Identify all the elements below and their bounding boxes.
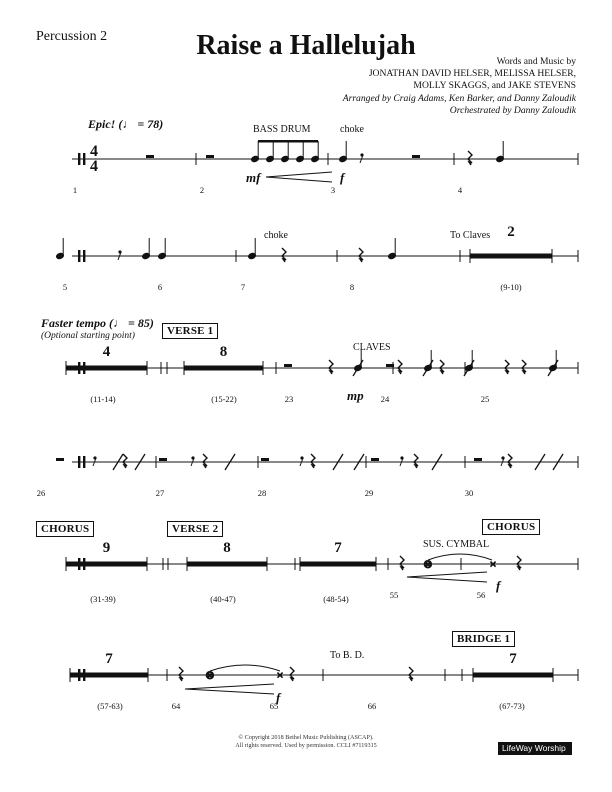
measure-number: 4 xyxy=(457,185,463,195)
quarter-rest xyxy=(517,556,521,570)
copyright-line: All rights reserved. Used by permission. CCLI #7119315 xyxy=(235,742,377,749)
notehead xyxy=(248,252,257,259)
credit-line: Orchestrated by Danny Zaloudik xyxy=(449,104,576,116)
dynamic-f: f xyxy=(340,170,345,185)
multimeasure-rest xyxy=(187,562,267,567)
measure-number: 55 xyxy=(389,590,399,600)
rest xyxy=(284,364,292,367)
multimeasure-rest xyxy=(470,254,552,259)
choke-label: choke xyxy=(340,124,364,135)
quarter-rest xyxy=(311,454,315,468)
percussion-clef xyxy=(83,153,85,165)
multirest-count: 7 xyxy=(509,651,517,667)
measure-number: (40-47) xyxy=(210,594,236,604)
quarter-rest xyxy=(203,454,207,468)
notehead xyxy=(281,155,290,162)
notehead xyxy=(251,155,260,162)
notehead xyxy=(354,364,363,371)
time-signature-bottom: 4 xyxy=(90,158,98,175)
credit-line: Words and Music by xyxy=(496,56,576,67)
rest xyxy=(386,364,394,367)
measure-number: 28 xyxy=(257,488,267,498)
notehead xyxy=(158,252,167,259)
eighth-rest xyxy=(93,456,96,459)
measure-number: 2 xyxy=(199,185,205,195)
quarter-rest xyxy=(282,248,286,262)
measure-number: 24 xyxy=(380,394,390,404)
quarter-rest xyxy=(398,360,402,374)
instrument-change-label: To Claves xyxy=(450,230,491,241)
tempo-value: 78 xyxy=(147,117,160,131)
multirest-count: 8 xyxy=(219,344,228,360)
measure-number: 6 xyxy=(157,282,163,292)
notehead xyxy=(424,364,433,371)
multimeasure-rest xyxy=(70,673,148,678)
rest xyxy=(412,155,420,158)
tempo-label: Epic! xyxy=(88,117,116,131)
tempo-value: 85 xyxy=(137,316,150,330)
measure-number: 1 xyxy=(72,185,78,195)
multirest-count: 7 xyxy=(334,540,342,556)
choke-label: choke xyxy=(264,230,288,241)
dynamic-mp: mp xyxy=(347,388,364,403)
beam xyxy=(258,140,318,143)
crescendo-hairpin xyxy=(407,572,487,582)
time-signature-top: 4 xyxy=(90,143,98,160)
measure-number: (11-14) xyxy=(90,394,116,404)
notehead xyxy=(549,364,558,371)
rest xyxy=(146,155,154,158)
song-title: Raise a Hallelujah xyxy=(196,30,416,61)
credit-line: MOLLY SKAGGS, and JAKE STEVENS xyxy=(413,80,576,92)
percussion-clef xyxy=(83,456,85,468)
dynamic-f: f xyxy=(496,578,501,593)
x-notehead: ⊗ xyxy=(204,668,216,682)
notehead xyxy=(388,252,397,259)
quarter-rest xyxy=(409,667,413,681)
multirest-count: 7 xyxy=(105,651,113,667)
percussion-clef xyxy=(78,456,80,468)
rest xyxy=(474,458,482,461)
dynamic-mf: mf xyxy=(246,170,261,185)
notehead xyxy=(296,155,305,162)
multirest-count: 9 xyxy=(102,540,111,556)
tempo-marking-1: Epic! (♩ = 78) xyxy=(88,117,164,131)
tie xyxy=(428,554,492,560)
quarter-note-icon: ♩ xyxy=(113,316,125,330)
x-notehead: × xyxy=(276,668,284,682)
notehead xyxy=(496,155,505,162)
quarter-rest xyxy=(329,360,333,374)
tempo-marking-2: Faster tempo (♩ = 85) xyxy=(41,316,154,330)
measure-number: 7 xyxy=(240,282,246,292)
rest xyxy=(371,458,379,461)
quarter-rest xyxy=(505,360,509,374)
publisher-logo: LifeWay Worship xyxy=(498,742,572,755)
quarter-rest xyxy=(400,556,404,570)
measure-number: (31-39) xyxy=(90,594,116,604)
quarter-rest xyxy=(440,360,444,374)
quarter-note-icon: ♩ xyxy=(122,117,135,131)
measure-number: 56 xyxy=(476,590,486,600)
quarter-rest xyxy=(414,454,418,468)
instrument-label: BASS DRUM xyxy=(253,124,311,135)
rehearsal-mark-verse-2: VERSE 2 xyxy=(167,521,223,537)
measure-number: 26 xyxy=(36,488,46,498)
quarter-rest xyxy=(508,454,512,468)
multimeasure-rest xyxy=(66,562,147,567)
instrument-label: CLAVES xyxy=(353,342,391,353)
rest xyxy=(56,458,64,461)
quarter-rest xyxy=(179,667,183,681)
rehearsal-mark-verse-1: VERSE 1 xyxy=(162,323,218,339)
measure-number: 30 xyxy=(464,488,474,498)
percussion-clef xyxy=(78,153,80,165)
quarter-rest xyxy=(468,151,472,165)
instrument-change-label: To B. D. xyxy=(330,650,365,661)
multimeasure-rest xyxy=(300,562,376,567)
rehearsal-mark-chorus: CHORUS xyxy=(36,521,94,537)
measure-number: 27 xyxy=(155,488,165,498)
notehead xyxy=(142,252,151,259)
notehead xyxy=(311,155,320,162)
x-notehead: ⊗ xyxy=(422,557,434,571)
notehead xyxy=(465,364,474,371)
percussion-clef xyxy=(83,250,85,262)
measure-number: 65 xyxy=(269,701,279,711)
notehead xyxy=(56,252,65,259)
notehead xyxy=(339,155,348,162)
quarter-rest xyxy=(290,667,294,681)
tie xyxy=(210,665,280,671)
rehearsal-mark-chorus: CHORUS xyxy=(482,519,540,535)
measure-number: 64 xyxy=(171,701,181,711)
measure-number: (48-54) xyxy=(323,594,349,604)
measure-number: (9-10) xyxy=(500,282,522,292)
measure-number: 66 xyxy=(367,701,377,711)
multimeasure-rest xyxy=(473,673,553,678)
measure-number: 29 xyxy=(364,488,374,498)
crescendo-hairpin xyxy=(266,172,332,182)
eighth-rest xyxy=(191,456,194,459)
percussion-clef xyxy=(78,250,80,262)
measure-number: (67-73) xyxy=(499,701,525,711)
measure-number: (57-63) xyxy=(97,701,123,711)
multirest-count: 2 xyxy=(507,224,515,240)
measure-number: 8 xyxy=(349,282,355,292)
multimeasure-rest xyxy=(184,366,263,371)
instrument-label: SUS. CYMBAL xyxy=(423,539,490,550)
eighth-rest xyxy=(501,456,504,459)
copyright-line: © Copyright 2018 Bethel Music Publishing (ASCAP). xyxy=(238,734,374,741)
eighth-rest xyxy=(360,153,363,156)
measure-number: (15-22) xyxy=(211,394,237,404)
credit-line: JONATHAN DAVID HELSER, MELISSA HELSER, xyxy=(368,68,576,80)
measure-number: 23 xyxy=(284,394,294,404)
rest xyxy=(261,458,269,461)
multimeasure-rest xyxy=(66,366,147,371)
multirest-count: 4 xyxy=(102,344,111,360)
eighth-rest xyxy=(300,456,303,459)
eighth-rest xyxy=(118,250,121,253)
eighth-rest xyxy=(400,456,403,459)
rest xyxy=(206,155,214,158)
quarter-rest xyxy=(359,248,363,262)
quarter-rest xyxy=(123,454,127,468)
measure-number: 3 xyxy=(330,185,336,195)
credit-line: Arranged by Craig Adams, Ken Barker, and Danny Zaloudik xyxy=(342,92,576,104)
part-name: Percussion 2 xyxy=(36,29,108,44)
multirest-count: 8 xyxy=(223,540,231,556)
rest xyxy=(159,458,167,461)
quarter-rest xyxy=(522,360,526,374)
dynamic-f: f xyxy=(276,690,281,705)
tempo-note: (Optional starting point) xyxy=(41,331,135,341)
measure-number: 5 xyxy=(62,282,68,292)
rehearsal-mark-bridge-1: BRIDGE 1 xyxy=(452,631,515,647)
tempo-label: Faster tempo xyxy=(41,316,106,330)
crescendo-hairpin xyxy=(185,684,274,694)
x-notehead: × xyxy=(489,557,497,571)
measure-number: 25 xyxy=(480,394,490,404)
notehead xyxy=(266,155,275,162)
